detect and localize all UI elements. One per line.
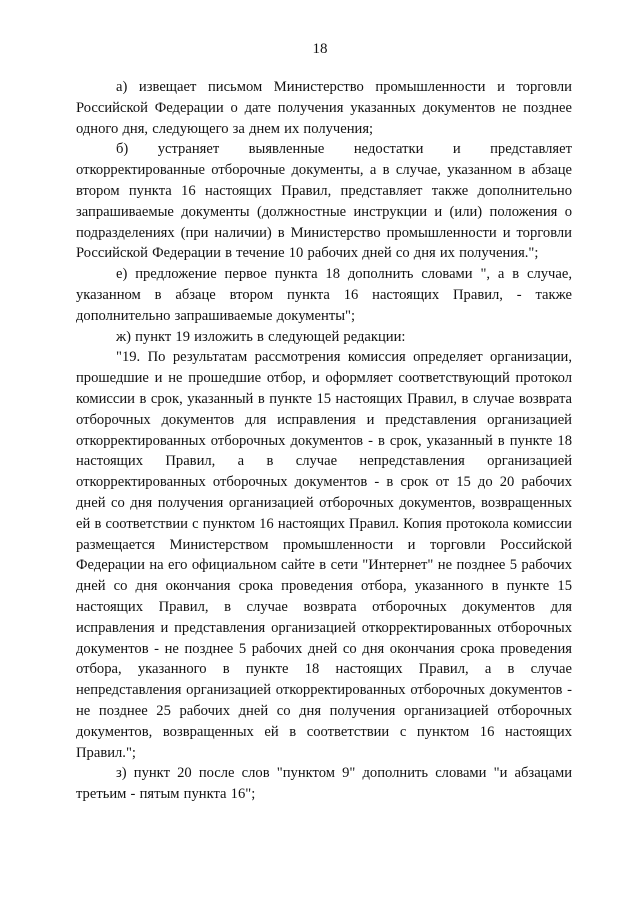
paragraph-z: з) пункт 20 после слов "пунктом 9" дополнить словами "и абзацами третьим - пятым пункта 16"; <box>76 765 572 803</box>
page-number: 18 <box>312 41 328 57</box>
paragraph-zh: ж) пункт 19 изложить в следующей редакции: <box>116 328 406 345</box>
paragraph-a: а) извещает письмом Министерство промышленности и торговли Российской Федерации о дате получения указанных документов не позднее одного дня, следующего за днем их получения; <box>76 79 572 137</box>
paragraph-e: е) предложение первое пункта 18 дополнить словами ", а в случае, указанном в абзаце втором пункта 16 настоящих Правил, - также дополнительно запрашиваемые документы"; <box>76 266 572 324</box>
document-body <box>76 77 572 805</box>
paragraph-19: "19. По результатам рассмотрения комиссия определяет организации, прошедшие и не прошедшие отбор, и оформляет соответствующий протокол комиссии в срок, указанный в пункте 15 настоящих Правил, в случае возврата отборочных документов для исправления и представления организацией откорректированных отборочных документов - в срок, указанный в пункте 18 настоящих Правил, а в случае непредставления организацией откорректированных отборочных документов - в срок от 15 до 20 рабочих дней со дня получения организацией отборочных документов, возвращенных ей в соответствии с пунктом 16 настоящих Правил. Копия протокола комиссии размещается Министерством промышленности и торговли Российской Федерации на его официальном сайте в сети "Интернет" не позднее 5 рабочих дней со дня окончания срока проведения отбора, указанного в пункте 15 настоящих Правил, в случае возврата отборочных документов для исправления и представления организацией откорректированных отборочных документов - не позднее 5 рабочих дней со дня окончания срока проведения отбора, указанного в пункте 18 настоящих Правил, а в случае непредставления организацией откорректированных отборочных документов - не позднее 25 рабочих дней со дня получения организацией отборочных документов, возвращенных ей в соответствии с пунктом 16 настоящих Правил."; <box>76 349 572 761</box>
paragraph-b: б) устраняет выявленные недостатки и представляет откорректированные отборочные документы, а в случае, указанном в абзаце втором пункта 16 настоящих Правил, представляет также дополнительно запрашиваемые документы (должностные инструкции и (или) положения о подразделениях (при наличии) в Министерство промышленности и торговли Российской Федерации в течение 10 рабочих дней со дня их получения."; <box>76 141 572 262</box>
